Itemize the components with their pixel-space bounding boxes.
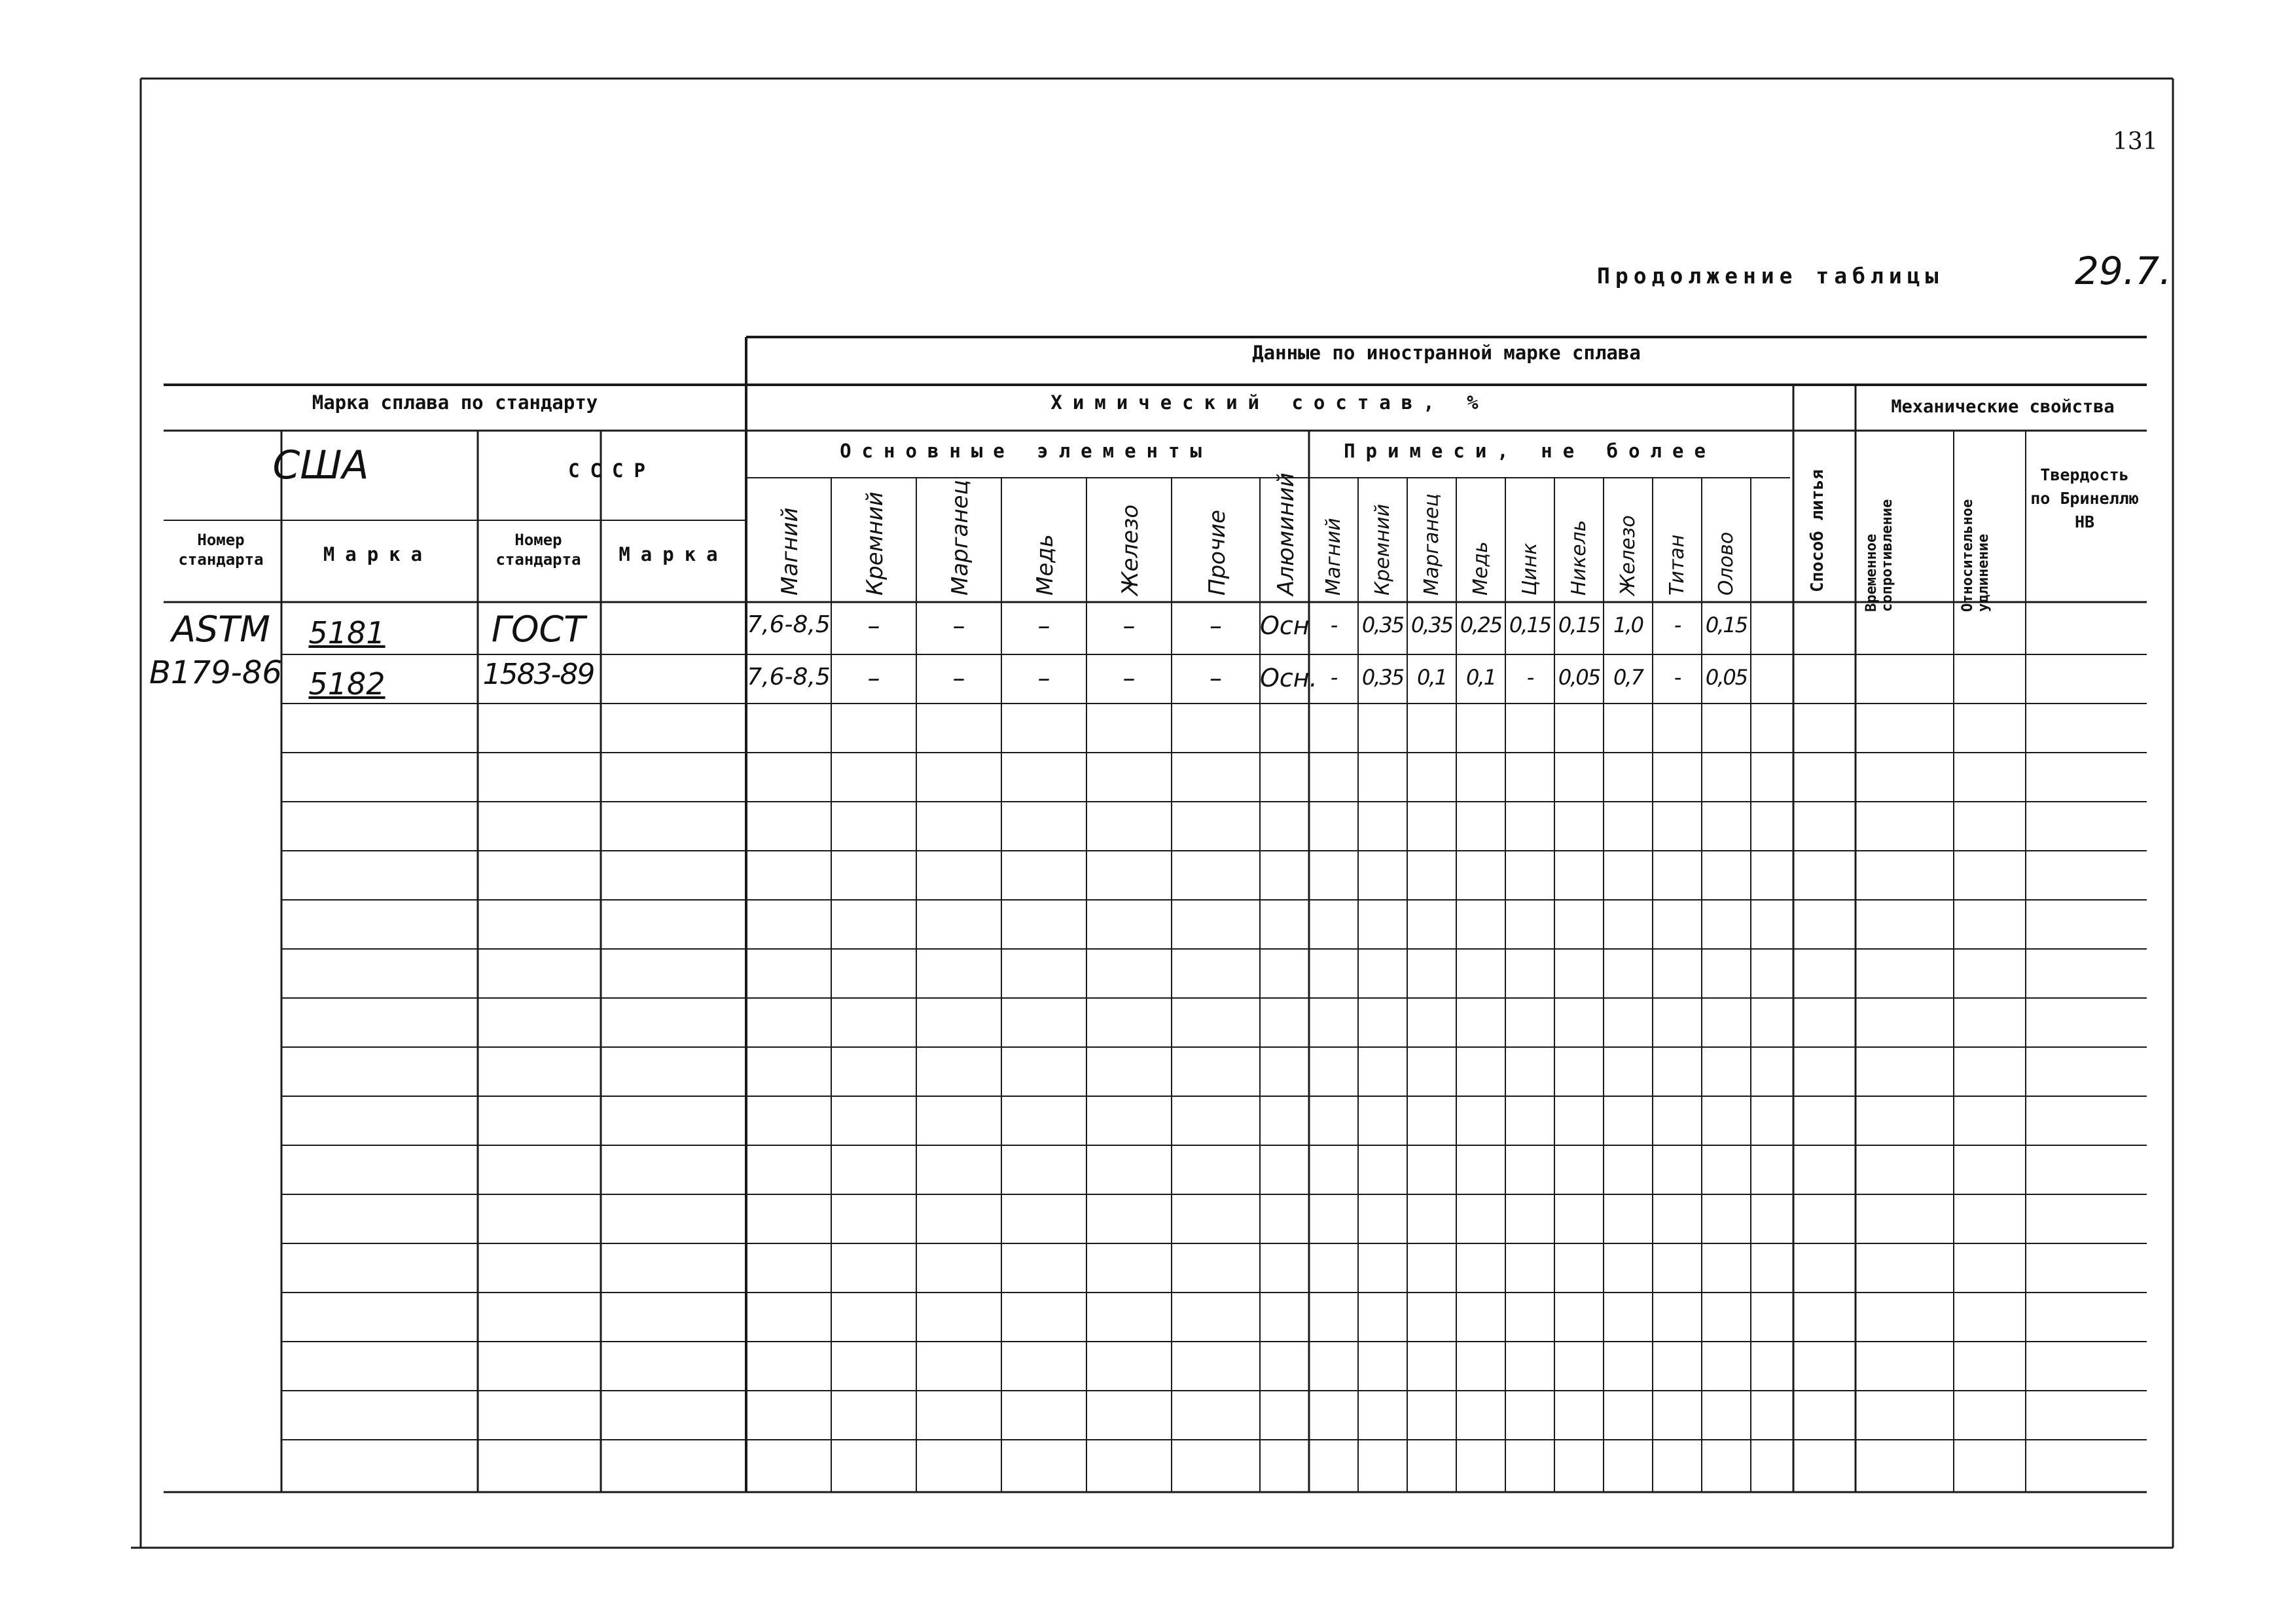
impurity-value: 0,25 bbox=[1460, 613, 1502, 637]
chemical-composition-header: Химический состав, % bbox=[1050, 391, 1489, 414]
row1-ussr-standard: ГОСТ bbox=[491, 609, 586, 650]
main-element-value: Осн. bbox=[1260, 664, 1318, 692]
casting-method-header: Способ литья bbox=[1808, 469, 1827, 592]
impurity-value: - bbox=[1674, 613, 1681, 637]
imp-element-label: Титан bbox=[1665, 534, 1689, 596]
impurity-value: 1,0 bbox=[1613, 613, 1643, 637]
impurity-value: 0,15 bbox=[1558, 613, 1600, 637]
main-element-value: – bbox=[1037, 664, 1050, 692]
usa-header: США bbox=[272, 442, 369, 488]
page-number: 131 bbox=[2113, 128, 2158, 155]
imp-element-label: Цинк bbox=[1518, 543, 1541, 596]
ussr-header: СССР bbox=[568, 459, 656, 482]
impurity-value: 0,35 bbox=[1410, 613, 1453, 637]
impurity-value: 0,1 bbox=[1466, 665, 1496, 690]
main-elements-header: Основные элементы bbox=[840, 440, 1212, 462]
main-element-value: Осн bbox=[1260, 611, 1310, 640]
main-element-value: – bbox=[952, 664, 965, 692]
main-element-value: – bbox=[1210, 611, 1222, 640]
row1-usa-standard: ASTM bbox=[171, 609, 270, 650]
impurity-value: 0,35 bbox=[1361, 613, 1404, 637]
row2-ussr-standard: 1583-89 bbox=[482, 658, 594, 691]
impurity-value: - bbox=[1330, 665, 1337, 690]
elongation-header: Относительное удлинение bbox=[1960, 499, 1992, 612]
mechanical-properties-header: Механические свойства bbox=[1891, 397, 2115, 417]
main-element-label: Прочие bbox=[1204, 509, 1230, 596]
impurity-value: 0,15 bbox=[1509, 613, 1551, 637]
main-element-value: – bbox=[1037, 611, 1050, 640]
hardness-header: Твердость по Бринеллю HB bbox=[2030, 465, 2139, 531]
main-element-label: Медь bbox=[1032, 534, 1058, 596]
impurity-value: 0,15 bbox=[1705, 613, 1748, 637]
main-element-label: Марганец bbox=[947, 480, 973, 596]
main-element-label: Магний bbox=[777, 507, 803, 596]
row2-usa-grade: 5182 bbox=[308, 666, 386, 702]
usa-grade-header: Марка bbox=[323, 543, 433, 565]
main-element-value: – bbox=[867, 611, 880, 640]
main-element-value: 7,6-8,5 bbox=[747, 611, 831, 638]
main-element-value: 7,6-8,5 bbox=[747, 664, 831, 690]
impurity-value: 0,05 bbox=[1558, 665, 1600, 690]
usa-standard-no-header: Номер стандарта bbox=[178, 531, 264, 569]
row2-usa-standard: B179-86 bbox=[149, 654, 282, 691]
table-number: 29.7. bbox=[2075, 249, 2172, 293]
imp-element-label: Кремний bbox=[1371, 503, 1394, 596]
row1-usa-grade: 5181 bbox=[308, 615, 386, 651]
foreign-data-header: Данные по иностранной марке сплава bbox=[1252, 342, 1641, 364]
main-element-value: – bbox=[1210, 664, 1222, 692]
continuation-caption: Продолжение таблицы bbox=[1597, 263, 1944, 289]
imp-element-label: Медь bbox=[1469, 541, 1492, 596]
tensile-strength-header: Временное сопротивление bbox=[1863, 499, 1895, 612]
main-element-label: Кремний bbox=[862, 491, 888, 596]
imp-element-label: Магний bbox=[1321, 518, 1345, 596]
main-element-label: Алюминий bbox=[1272, 473, 1299, 596]
impurity-value: 0,1 bbox=[1417, 665, 1446, 690]
main-element-value: – bbox=[1122, 664, 1136, 692]
ussr-standard-no-header: Номер стандарта bbox=[495, 531, 581, 569]
impurity-value: - bbox=[1330, 613, 1337, 637]
impurity-value: 0,7 bbox=[1613, 665, 1643, 690]
impurity-value: 0,35 bbox=[1361, 665, 1404, 690]
grade-by-standard-header: Марка сплава по стандарту bbox=[312, 391, 598, 414]
imp-element-label: Железо bbox=[1616, 515, 1640, 596]
main-element-label: Железо bbox=[1117, 504, 1143, 596]
impurity-value: 0,05 bbox=[1705, 665, 1748, 690]
impurity-value: - bbox=[1526, 665, 1534, 690]
main-element-value: – bbox=[867, 664, 880, 692]
impurities-header: Примеси, не более bbox=[1344, 440, 1716, 462]
main-element-value: – bbox=[1122, 611, 1136, 640]
ussr-grade-header: Марка bbox=[619, 543, 728, 565]
imp-element-label: Никель bbox=[1567, 520, 1590, 596]
main-element-value: – bbox=[952, 611, 965, 640]
impurity-value: - bbox=[1674, 665, 1681, 690]
imp-element-label: Марганец bbox=[1420, 493, 1443, 596]
imp-element-label: Олово bbox=[1714, 531, 1738, 596]
